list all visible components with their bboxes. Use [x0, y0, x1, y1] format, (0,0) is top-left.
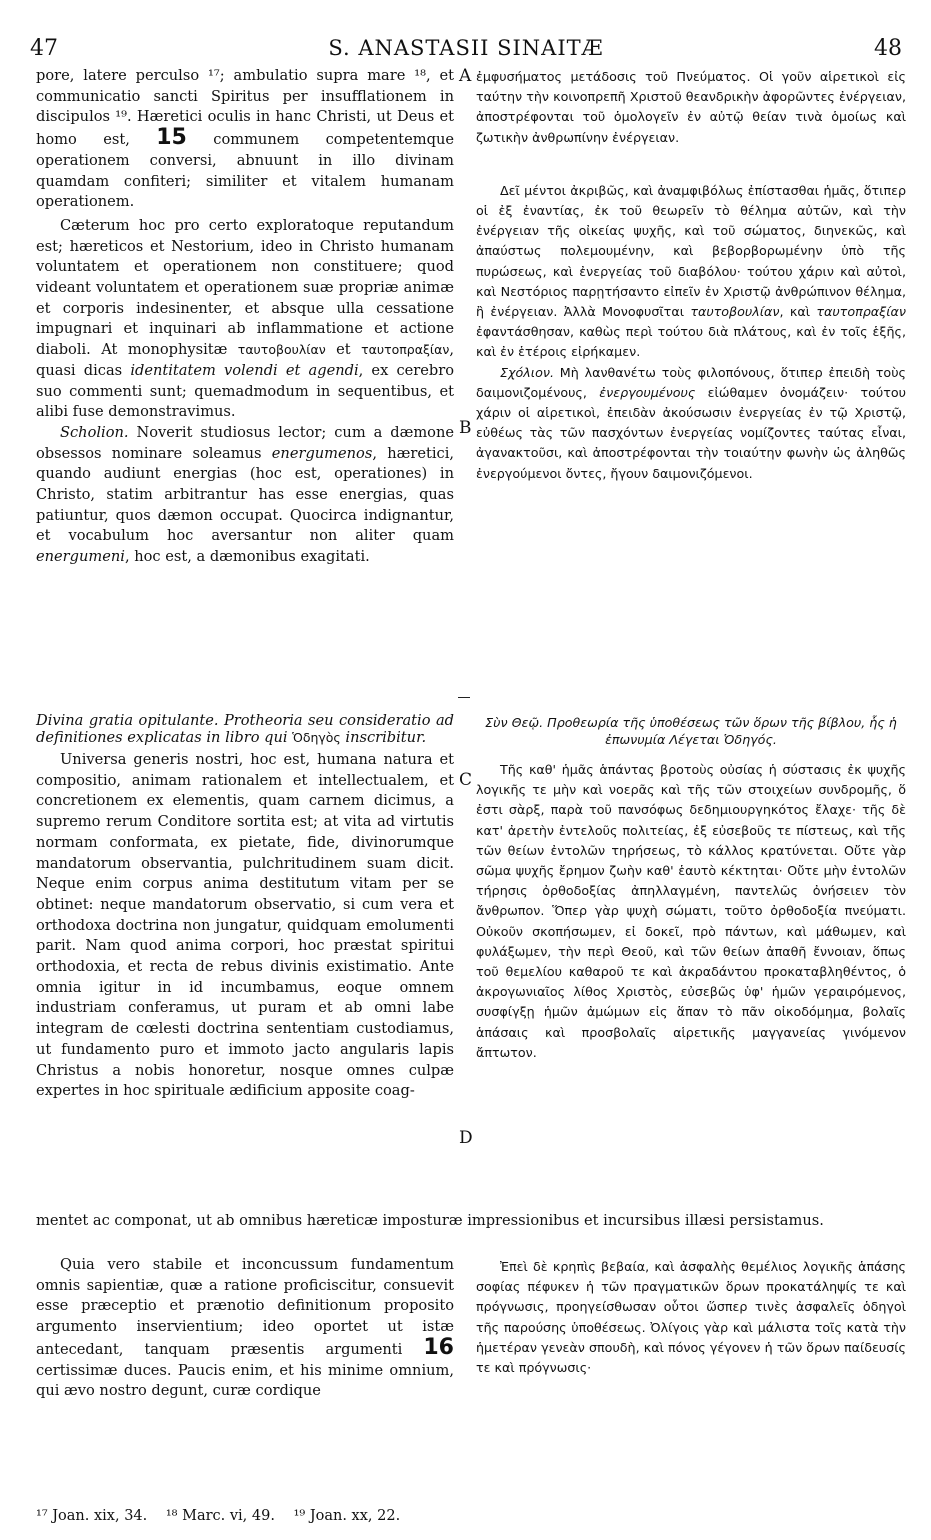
greek-column-top: [476, 67, 906, 484]
latin-scholion: Scholion. Noverit studiosus lector; cum a dæmone obsessos nominare soleamus energumenos, hæretici, quando audiunt energias (hoc est, operationes) in Christo, statim arbitrantur has esse energias, quas patiuntur, quos dæmon occupat. Quocirca indignantur, et vocabulum hoc aversantur non aliter quam energumeni, hoc est, a dæmonibus exagitati.: [36, 423, 455, 566]
margin-marker-d: D: [459, 1128, 473, 1148]
greek-paragraph-4: Ἐπεὶ δὲ κρηπὶς βεβαία, καὶ ἀσφαλὴς θεμέλιος λογικῆς ἁπάσης σοφίας πέφυκεν ἡ τῶν πραγματικῶν ὅρων προκατάληψίς τε καὶ πρόγνωσις, προηγείσθωσαν οὗτοι ὥσπερ τινὲς ἀσφαλεῖς ὁδηγοὶ τῆς παρούσης ὑποθέσεως. Ὀλίγοις γὰρ καὶ μάλιστα τοῖς κατὰ τὴν ἡμετέραν γενεὰν σπουδὴ, καὶ πόνος γέγονεν ἡ τῶν ὅρων παίδευσίς τε καὶ πρόγνωσις·: [476, 1259, 906, 1376]
full-width-continuation: mentet ac componat, ut ab omnibus hæreticæ imposturæ impressionibus et incursibus illæsi persistamus.: [36, 1212, 824, 1229]
latin-column-bottom: [36, 712, 454, 1102]
latin-paragraph-4: Quia vero stabile et inconcussum fundamentum omnis sapientiæ, quæ a ratione proficiscitur, consuevit esse præceptio et prænotio definitionum proposito argumento inservientium; ideo oportet ut istæ antecedant, tanquam præsentis argumenti 16 certissimæ duces. Paucis enim, et his minime omnium, qui ævo nostro degunt, curæ cordique: [36, 1256, 454, 1400]
latin-heading: Divina gratia opitulante. Protheoria seu consideratio ad definitiones explicatas in libro qui Ὁδηγὸς inscribitur.: [36, 712, 454, 746]
margin-marker-b: B: [459, 418, 472, 438]
section-number-15: 15: [156, 125, 187, 151]
greek-paragraph-3: Τῆς καθ' ἡμᾶς ἁπάντας βροτοὺς οὐσίας ἡ σύστασις ἐκ ψυχῆς λογικῆς τε μὴν καὶ νοερᾶς καὶ τῆς τῶν στοιχείων συνδρομῆς, ὅ ἐστι σὰρξ, παρὰ τοῦ πανσόφως δεδημιουργηκότος ἔλαχε· τῆς δὲ κατ' ἀρετὴν ἐντελοῦς πολιτείας, ἐξ εὐσεβοῦς τε πίστεως, καὶ τῆς τῶν θείων ἐντολῶν τηρήσεως, τὸ κάλλος κρατύνεται. Οὔτε γὰρ σῶμα ψυχῆς ἔρημον ζωὴν καθ' ἑαυτὸ κέκτηται· Οὔτε μὴν ἐντολῶν τήρησις ὀρθοδοξίας ἀπηλλαγμένη, παντελῶς ὀνήσειεν τὸν ἄνθρωπον. Ὅπερ γὰρ ψυχὴ σώματι, τοῦτο ὀρθοδοξία πνεύματι. Οὐκοῦν σκοπήσωμεν, εἰ δοκεῖ, πρὸ πάντων, καὶ μάθωμεν, καὶ φυλάξωμεν, τὴν περὶ Θεοῦ, καὶ τῶν θείων ἀπαθῆ ἔννοιαν, ὅπως τοῦ θεμελίου καθαροῦ τε καὶ ἀκραδάντου προκαταβληθέντος, ὁ ἀκρογωνιαῖος λίθος Χριστὸς, εὐσεβῶς ὑφ' ἡμῶν γεραιρόμενος, συσφίγξῃ ἡμῶν ἀμώμων εἰς ἅπαν τὸ πᾶν οἰκοδόμημα, βολαῖς ἁπάσαις καὶ προσβολαῖς αἱρετικῆς μαγγανείας γινόμενον ἄπτωτον.: [476, 762, 906, 1060]
greek-column-bottom: [476, 714, 906, 1063]
greek-paragraph-1: ἐμφυσήματος μετάδοσις τοῦ Πνεύματος. Οἱ γοῦν αἱρετικοὶ εἰς ταύτην τὴν κοινοπρεπῆ Χριστοῦ θεανδρικὴν ἀφορῶντες ἐνέργειαν, ἀποστρέφονται τοῦ ὁμολογεῖν ἐν αὐτῷ θείαν τινὰ ὁμοίως καὶ ζωτικὴν ἀνθρωπίνην ἐνέργειαν.: [476, 69, 906, 145]
page-number-right: 48: [874, 36, 902, 61]
greek-paragraph-2: Δεῖ μέντοι ἀκριβῶς, καὶ ἀναμφιβόλως ἐπίστασθαι ἡμᾶς, ὅτιπερ οἱ ἐξ ἐναντίας, ἐκ τοῦ θεωρεῖν τὸ θέλημα αὐτῶν, καὶ τὴν ἐνέργειαν τῆς οἰκείας ψυχῆς, καὶ τοῦ σώματος, διηνεκῶς, καὶ ἀπαύστως πολεμουμένην, καὶ βεβορβορωμένην ὑπὸ τῆς πυρώσεως, καὶ ἐνεργείας τοῦ διαβόλου· τούτου χάριν καὶ αὐτοὶ, καὶ Νεστόριος παρῃτήσαντο εἰπεῖν ἐν Χριστῷ ἀνθρώπινον θέλημα, ἢ ἐνέργειαν. Ἀλλὰ Μονοφυσῖται ταυτοβουλίαν, καὶ ταυτοπραξίαν ἐφαντάσθησαν, καθὼς περὶ τούτου διὰ πλάτους, καὶ ἐν τοῖς ἑξῆς, καὶ ἐν ἑτέροις εἰρήκαμεν.: [476, 182, 906, 360]
page-number-left: 47: [30, 36, 58, 61]
latin-paragraph-3: Universa generis nostri, hoc est, humana natura et compositio, animam rationalem et intellectualem, et concretionem ex elementis, quam carnem dicimus, a supremo rerum Conditore sortita est; at vita ad virtutis normam conformata, ex pietate, fide, divinorumque mandatorum observantia, pulchritudinem suam dicit. Neque enim corpus anima destitutum vitam per se obtinet: neque mandatorum observatio, si cum vera et orthodoxa doctrina non jungatur, quidquam emolumenti parit. Nam quod anima corpori, hoc præstat spiritui orthodoxia, et recta de rebus divinis existimatio. Ante omnia igitur in id incumbamus, eoque omnem industriam conferamus, ut puram et ab omni labe integram de cœlesti doctrina sententiam custodiamus, ut fundamento puro et immoto jacto angularis lapis Christus a nobis honoretur, nosque omnes culpæ expertes in hoc spirituale ædificium apposite coag-: [36, 751, 454, 1100]
section-number-16: 16: [423, 1334, 454, 1360]
footnote-17: ¹⁷ Joan. xix, 34.: [36, 1508, 148, 1524]
margin-marker-c: C: [459, 770, 473, 790]
latin-column-top: [36, 66, 454, 568]
page-header: [30, 36, 902, 66]
latin-column-final: [36, 1255, 454, 1402]
greek-column-final: [476, 1257, 906, 1378]
latin-paragraph-1: pore, latere perculso ¹⁷; ambulatio supra mare ¹⁸, et communicatio sancti Spiritus per insufflationem in discipulos ¹⁹. Hæretici oculis in hanc Christi, ut Deus et homo est, 15 communem competentemque operationem conversi, abnuunt in illo divinam quamdam confiteri; similiter et vitalem humanam operationem.: [36, 67, 454, 211]
greek-heading: Σὺν Θεῷ. Προθεωρία τῆς ὑποθέσεως τῶν ὅρων τῆς βίβλου, ἧς ἡ ἐπωνυμία Λέγεται Ὁδηγός.: [485, 715, 897, 747]
running-title: S. ANASTASII SINAITÆ: [328, 36, 604, 60]
greek-scholion: Σχόλιον. Μὴ λανθανέτω τοὺς φιλοπόνους, ὅτιπερ ἐπειδὴ τοὺς δαιμονιζομένους, ἐνεργουμένους εἰώθαμεν ὀνομάζειν· τούτου χάριν οἱ αἱρετικοὶ, ἐπειδὰν ἀκούσωσιν ἐνεργείας ἐν τῷ Χριστῷ, εὐθέως τὰς τῶν πασχόντων ἐνεργείας νομίζοντες ταύτας εἶναι, ἀγανακτοῦσι, καὶ ἀποστρέφονται τὴν τοιαύτην φωνὴν ὡς ἀληθῶς ἐνεργούμενοι ὄντες, ἤγουν δαιμονιζόμενοι.: [476, 364, 906, 481]
footnote-18: ¹⁸ Marc. vi, 49.: [165, 1508, 275, 1524]
footnotes: [36, 1508, 906, 1524]
margin-marker-a: A: [459, 66, 472, 86]
section-divider: [458, 697, 470, 698]
latin-paragraph-2: Cæterum hoc pro certo exploratoque reputandum est; hæreticos et Nestorium, ideo in Christo humanam voluntatem et operationem non constituere; quod videant voluntatem et operationem suæ propriæ animæ et corporis indesinenter, et absque ulla cessatione impugnari et inquinari ab inflammatione et actione diaboli. At monophysitæ ταυτοβουλίαν et ταυτοπραξίαν, quasi dicas identitatem volendi et agendi, ex cerebro suo commenti sunt; quemadmodum in sequentibus, et alibi fuse demonstravimus.: [36, 216, 455, 421]
footnote-19: ¹⁹ Joan. xx, 22.: [293, 1508, 401, 1524]
